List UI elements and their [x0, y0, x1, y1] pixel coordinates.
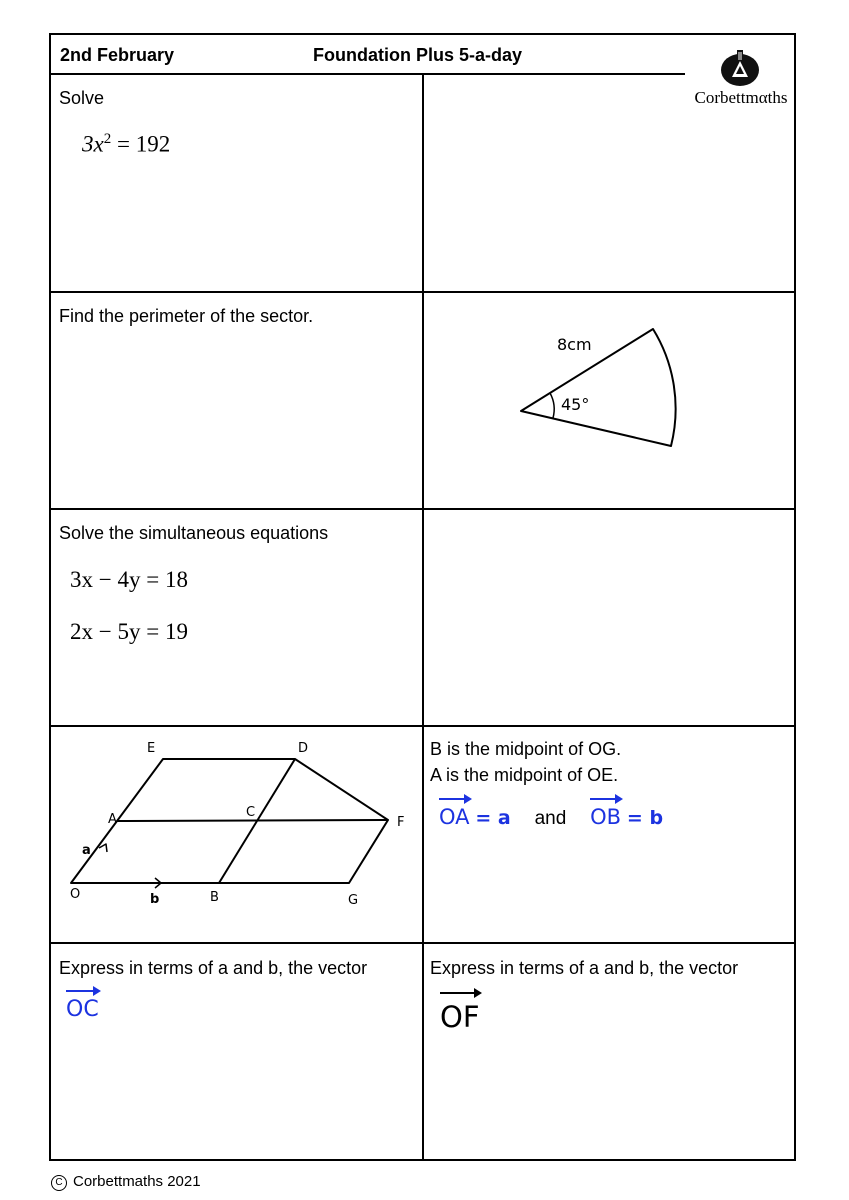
vector-of-label: OF	[440, 1000, 480, 1034]
angle-label: 45°	[561, 395, 590, 414]
q3-equation-1: 3x − 4y = 18	[70, 567, 188, 592]
logo-text: Corbettmαths	[694, 88, 788, 107]
q6-instruction: Express in terms of a and b, the vector	[430, 958, 739, 978]
question-2-cell	[51, 293, 422, 508]
label-g: G	[348, 893, 359, 908]
label-d: D	[298, 741, 309, 756]
midpoint-a-text: A is the midpoint of OE.	[430, 765, 619, 785]
corbettmaths-logo	[685, 49, 797, 109]
header-bar	[51, 35, 685, 75]
vector-oc	[66, 997, 99, 1022]
line-af	[117, 820, 388, 821]
q1-equation	[82, 131, 170, 158]
q2-instruction: Find the perimeter of the sector.	[59, 306, 314, 326]
q1-power: 2	[103, 131, 112, 147]
q1-instruction: Solve	[59, 88, 105, 108]
vector-diagram-cell	[51, 727, 422, 942]
vector-oa-value: = a	[475, 807, 511, 829]
label-e: E	[147, 741, 156, 756]
q3-equation-2: 2x − 5y = 19	[70, 619, 188, 644]
vector-ob-label: OB	[590, 805, 622, 829]
label-o: O	[70, 887, 81, 902]
question-5-cell	[51, 944, 422, 1161]
worksheet	[49, 33, 796, 1161]
vector-definitions	[439, 805, 663, 830]
label-f: F	[397, 815, 405, 830]
vector-ob-value: = b	[626, 807, 664, 829]
radius-label: 8cm	[557, 335, 592, 354]
q1-rhs: = 192	[116, 131, 171, 157]
logo-icon	[719, 49, 761, 87]
question-6-cell	[424, 944, 794, 1161]
sector-diagram-cell	[424, 293, 794, 508]
midpoint-b-text: B is the midpoint of OG.	[430, 739, 622, 759]
label-c: C	[246, 805, 256, 820]
q5-instruction: Express in terms of a and b, the vector	[59, 958, 368, 978]
question-3-cell	[51, 510, 422, 725]
sector-diagram	[424, 293, 794, 508]
vector-info-cell	[424, 727, 794, 942]
label-vec-a: a	[82, 843, 91, 858]
q3-instruction: Solve the simultaneous equations	[59, 523, 329, 543]
q1-lhs: 3x	[82, 131, 104, 157]
worksheet-title: Foundation Plus 5-a-day	[313, 45, 523, 65]
vector-oc-label: OC	[66, 997, 99, 1022]
footer-copyright	[51, 1173, 201, 1191]
vector-of	[440, 1000, 480, 1034]
vector-oa-label: OA	[439, 805, 470, 829]
vector-ob	[590, 805, 621, 829]
label-b: B	[210, 890, 219, 905]
vector-diagram	[51, 727, 422, 942]
copyright-icon: C	[51, 1175, 67, 1191]
footer-text: Corbettmaths 2021	[73, 1173, 201, 1190]
and-text: and	[534, 808, 567, 829]
vector-oa	[439, 805, 470, 829]
label-a: A	[108, 812, 117, 827]
question-1-cell	[51, 75, 422, 291]
label-vec-b: b	[150, 892, 160, 907]
date-label: 2nd February	[60, 45, 175, 65]
